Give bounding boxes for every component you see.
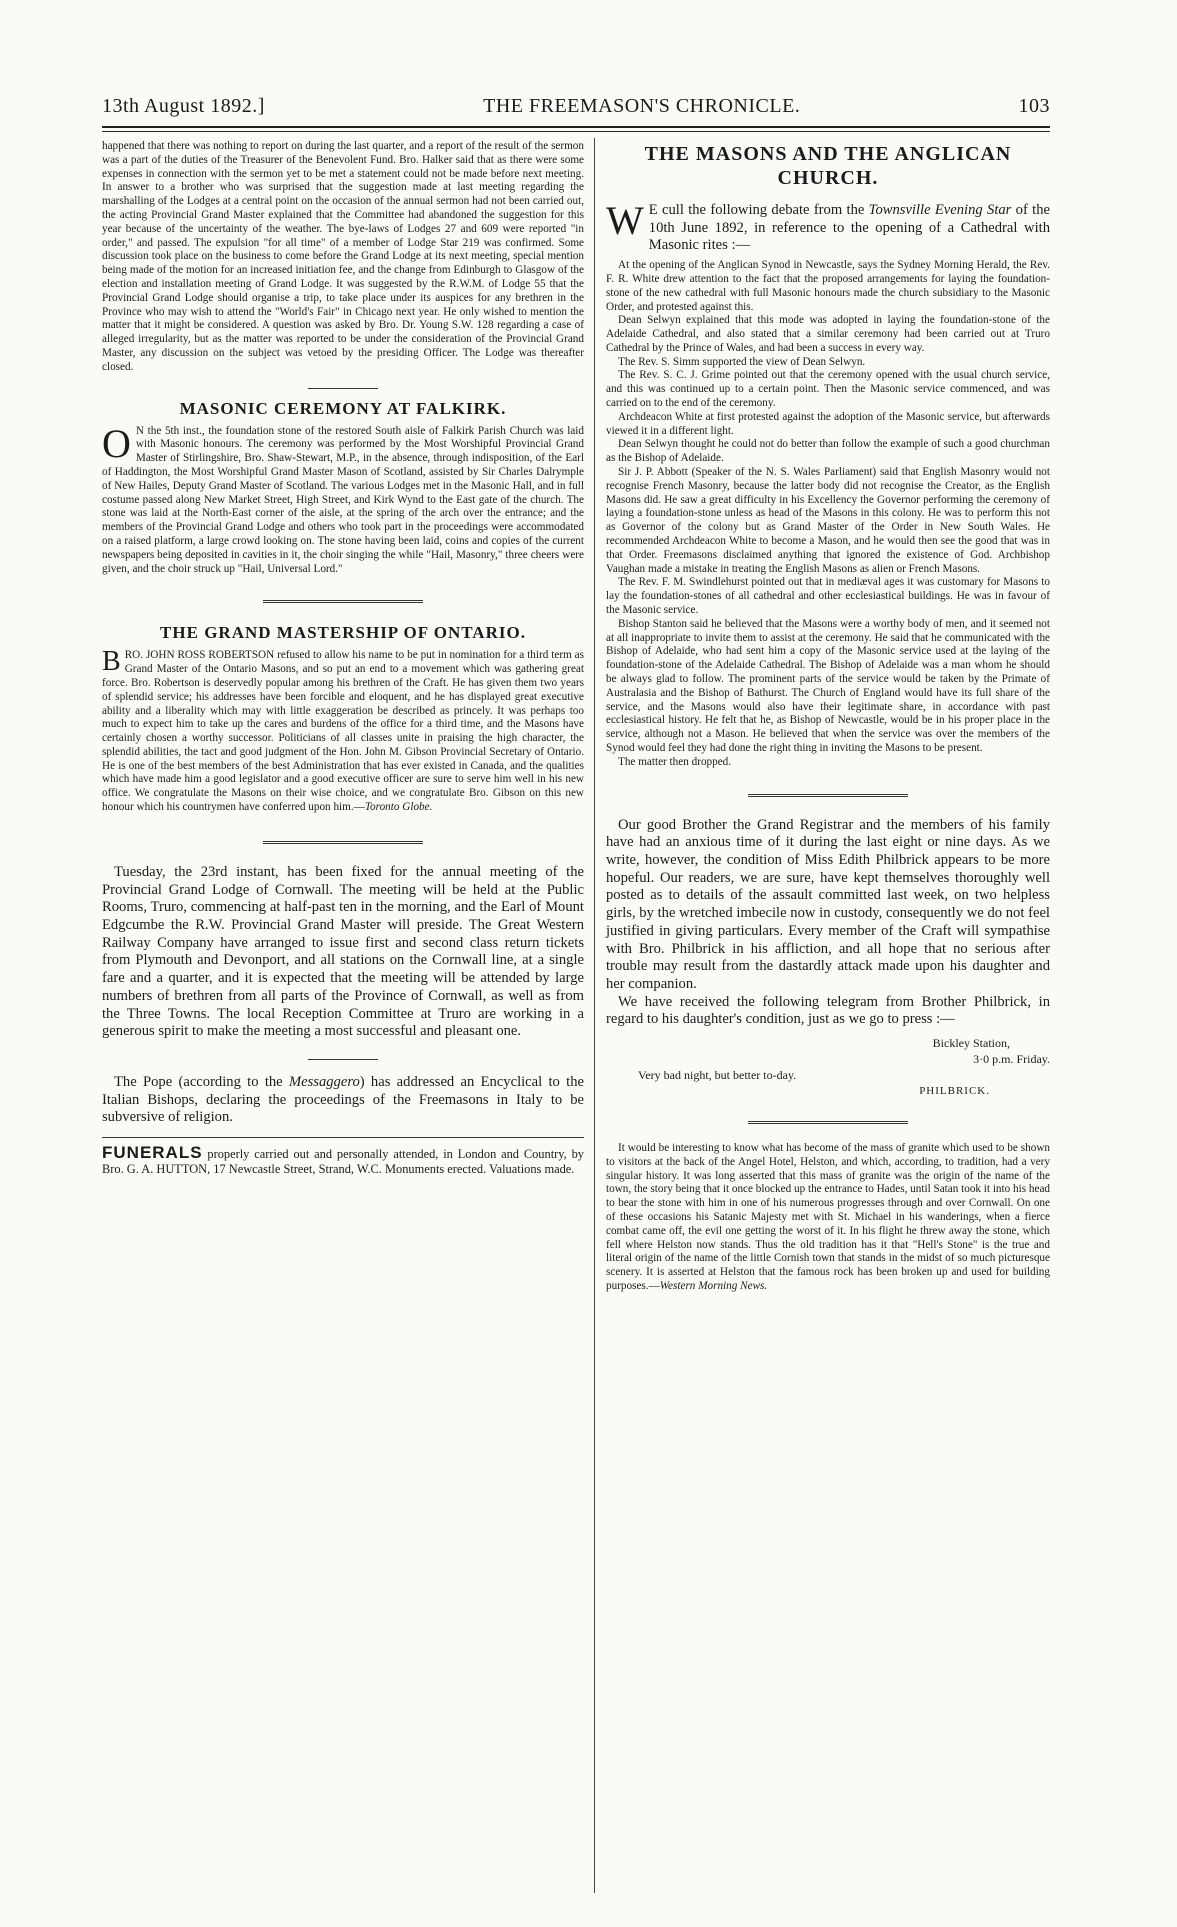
pope-text-a: The Pope (according to the <box>114 1073 289 1090</box>
section-double-rule <box>748 1121 908 1124</box>
falkirk-article <box>102 420 584 577</box>
anglican-heading <box>606 142 1050 190</box>
funerals-word: FUNERALS <box>102 1143 203 1163</box>
issue-date: 13th August 1892.] <box>102 95 265 117</box>
anglican-heading-line1: THE MASONS AND THE ANGLICAN <box>644 143 1012 165</box>
falkirk-heading: MASONIC CEREMONY AT FALKIRK. <box>179 398 507 418</box>
right-column <box>606 140 1050 1294</box>
cornwall-notice: Tuesday, the 23rd instant, has been fixed for the annual meeting of the Provincial Grand Lodge of Cornwall. The meeting will be held at the Public Rooms, Truro, commencing at half-past ten in the morning, and the Earl of Mount Edgcumbe the R.W. Provincial Grand Master will preside. The Great Western Railway Company have arranged to issue first and second class return tickets from Plymouth and Devonport, and all stations on the Cornwall line, at a single fare and a quarter, and it is expected that the meeting will be attended by large numbers of brethren from all parts of the Province of Cornwall, as well as from the Three Towns. The local Reception Committee at Truro are working in a generous spirit to make the meeting a most successful and pleasant one. <box>102 863 584 1040</box>
section-double-rule <box>748 794 908 797</box>
debate-paragraph: Sir J. P. Abbott (Speaker of the N. S. Wales Parliament) said that English Masonry would not recognise French Masonry, because the latter body did not recognise the Creator, as the English Masons did. He saw a great difficulty in his Excellency the Governor performing the ceremony of laying a foundation-stone unless as head of the Masons in this colony. He was to perform this not as Governor of the colony but as Grand Master of the Order in New South Wales. He recommended Archdeacon White to become a Mason, and he would then see the good that was in that Order. Freemasons disclaimed anything that ignored the existence of God. Archbishop Vaughan made a mistake in treating the English Masons as alien or French Masons. <box>606 466 1050 575</box>
left-column <box>102 140 584 1177</box>
telegram-intro: We have received the following telegram from Brother Philbrick, in regard to his daughter's condition, just as we go to press :— <box>606 993 1050 1028</box>
anglican-heading-line2: CHURCH. <box>777 167 879 189</box>
telegram <box>606 1035 1050 1099</box>
synod-debate <box>606 259 1050 769</box>
debate-paragraph: Bishop Stanton said he believed that the Masons were a worthy body of men, and it seemed not at all inappropriate to invite them to assist at the ceremony. He said that he communicated with the Bishop of Adelaide, who had sent him a copy of the Masonic service used at the laying of the foundation-stone of the Adelaide Cathedral. The Bishop of Adelaide was a man whom he should be always glad to follow. The prominent parts of the service would be taken by the Primate of Australasia and the Bishop of Bathurst. The Church of England would have its full share of the service, and the Masons would also have their legitimate share, in accordance with past ecclesiastical history. He felt that he, as Bishop of Newcastle, would be in his proper place in the service, although not a Mason. He believed that when the service was over the members of the Synod would feel they had done the right thing in inviting the Masons to be present. <box>606 617 1050 754</box>
falkirk-body: N the 5th inst., the foundation stone of the restored South aisle of Falkirk Parish Church was laid with Masonic honours. The ceremony was performed by the Most Worshipful Provincial Grand Master of Stirlingshire, Bro. Shaw-Stewart, M.P., in the absence, through indisposition, of the Earl of Haddington, the Most Worshipful Grand Master Mason of Scotland, assisted by Sir Charles Dalrymple of New Hailes, Deputy Grand Master of Scotland. The various Lodges met in the Masonic Hall, and in full costume passed along New Market Street, High Street, and Kirk Wynd to the East gate of the church. The stone was laid at the North-East corner of the aisle, at the spring of the arch over the entrance; and the members of the Provincial Grand Lodge and others who took part in the proceedings were accommodated on a raised platform, a large crowd looking on. The stone having been laid, coins and copies of the current newspapers being deposited in cavities in it, the choir singing the while "Hail, Masonry," three cheers were given, and the choir struck up "Hail, Universal Lord." <box>102 424 584 575</box>
debate-paragraph: The Rev. S. Simm supported the view of Dean Selwyn. <box>618 355 866 368</box>
section-rule <box>308 1059 378 1060</box>
ontario-heading: THE GRAND MASTERSHIP OF ONTARIO. <box>160 623 526 643</box>
debate-paragraph: Dean Selwyn thought he could not do better than follow the example of such a good churchman as the Bishop of Adelaide. <box>606 438 1050 465</box>
telegram-time: 3·0 p.m. Friday. <box>973 1052 1050 1067</box>
dropcap-letter: W <box>606 198 644 243</box>
philbrick-notice: Our good Brother the Grand Registrar and the members of his family have had an anxious time of it during the last eight or nine days. As we write, however, the condition of Miss Edith Philbrick appears to be more hopeful. Our readers, we are sure, have kept themselves thoroughly well posted as to details of the assault committed last week, on two helpless girls, by the wretched imbecile now in custody, consequently we do not feel justified in giving particulars. Every member of the Craft will sympathise with Bro. Philbrick in his affliction, and all hope that no serious after trouble may result from the dastardly attack made upon his daughter and her companion. <box>606 816 1050 992</box>
funerals-text: properly carried out and personally attended, in London and Country, by Bro. G. A. HUTTON, 17 Newcastle Street, Strand, W.C. Monuments erected. Valuations made. <box>102 1147 584 1176</box>
funerals-advert <box>102 1143 584 1177</box>
anglican-intro <box>606 198 1050 255</box>
debate-paragraph: The matter then dropped. <box>618 755 732 768</box>
pope-text-b: ) has addressed an Encyclical to the Italian Bishops, declaring the proceedings of the Freemasons in Italy to be subversive of religion. <box>102 1073 584 1126</box>
section-rule <box>308 388 378 389</box>
intro-text-a: E cull the following debate from the <box>648 202 869 218</box>
page-number: 103 <box>1018 95 1050 117</box>
header-rule-thin <box>102 131 1050 132</box>
debate-paragraph: Dean Selwyn explained that this mode was adopted in laying the foundation-stone of the Adelaide Cathedral, and also stated that a similar ceremony had been carried out at Truro Cathedral by the Prince of Wales, and had been a success in every way. <box>606 314 1050 354</box>
running-header <box>102 95 1050 125</box>
dropcap-letter: B <box>102 646 121 678</box>
ontario-article: BRO. JOHN ROSS ROBERTSON refused to allow his name to be put in nomination for a third term as Grand Master of the Ontario Masons, and so put an end to a movement which was gathering great force. Bro. Robertson is deservedly popular among his brethren of the Craft. He has given them two years of splendid service; his addresses have been forcible and eloquent, and he has displayed great executive ability and a liberality which may with little exaggeration be described as princely. It was perhaps too much to expect him to take up the cares and burdens of the office for a third time, and the Masons have certainly chosen a worthy successor. Politicians of all classes unite in praising the high character, the splendid abilities, the tact and good judgment of the Hon. John M. Gibson Provincial Secretary of Ontario. He is one of the best members of the best Administration that has ever existed in Canada, and the qualities which have made him a good legislator and a good executive officer are sure to serve him well in his new office. We congratulate the Masons on their wise choice, and we congratulate Bro. Gibson on this new honour which his countrymen have conferred upon him.—Toronto Globe. <box>102 646 584 814</box>
header-rule <box>102 126 1050 128</box>
telegram-place: Bickley Station, <box>932 1036 1010 1051</box>
masthead-title: THE FREEMASON'S CHRONICLE. <box>483 95 801 117</box>
lodge-report-continued: happened that there was nothing to report on during the last quarter, and a report of the result of the sermon was a part of the duties of the Treasurer of the Benevolent Fund. Bro. Halker said that as there were some expenses in connection with the sermon yet to be met a statement could not be made before next meeting. In answer to a brother who was surprised that the suggestion made at last meeting regarding the marshalling of the Lodges at a central point on the occasion of the annual sermon had not been carried out, the acting Provincial Grand Master explained that the Committee had abandoned the suggestion for this year because of the uncertainty of the weather. The bye-laws of Lodges 27 and 609 were reported "in order," and passed. The expulsion "for all time" of a member of Lodge Star 219 was confirmed. Some discussion took place on the business to come before the Grand Lodge at its next meeting, special mention being made of the motion for an increased initiation fee, and the change from Edinburgh to Glasgow of the election and installation meeting of Grand Lodge. It was suggested by the R.W.M. of Lodge 55 that the Provincial Grand Lodge should organise a trip, to take place under its auspices for any brethren in the Province who may wish to attend the "World's Fair" in Chicago next year. He only wished to mention the matter that it might be considered. A question was asked by Bro. Dr. Young S.W. 128 regarding a case of alleged irregularity, but as the matter was reported to be under the consideration of the Provincial Grand Master, any discussion on the subject was vetoed by the presiding Officer. The Lodge was thereafter closed. <box>102 140 584 373</box>
ontario-source: Toronto Globe. <box>364 801 433 814</box>
section-double-rule <box>263 600 423 603</box>
intro-text-b: of the 10th June 1892, in reference to the opening of a Cathedral with Masonic rites :— <box>648 202 1050 254</box>
ontario-body: RO. JOHN ROSS ROBERTSON refused to allow his name to be put in nomination for a third term as Grand Master of the Ontario Masons, and so put an end to a movement which was gathering great force. Bro. Robertson is deservedly popular among his brethren of the Craft. He has given them two years of splendid service; his addresses have been forcible and eloquent, and he has displayed great executive ability and a liberality which may with little exaggeration be described as princely. It was perhaps too much to expect him to take up the cares and burdens of the office for a third time, and the Masons have certainly chosen a worthy successor. Politicians of all classes unite in praising the high character, the splendid abilities, the tact and good judgment of the Hon. John M. Gibson Provincial Secretary of Ontario. He is one of the best members of the best Administration that has ever existed in Canada, and the qualities which have made him a good legislator and a good executive officer are sure to serve him well in his new office. We congratulate the Masons on their wise choice, and we congratulate Bro. Gibson on this new honour which his countrymen have conferred upon him. <box>102 649 584 814</box>
granite-source: Western Morning News. <box>659 1280 768 1292</box>
pope-paper: Messaggero <box>288 1073 360 1090</box>
debate-paragraph: At the opening of the Anglican Synod in Newcastle, says the Sydney Morning Herald, the Rev. F. R. White drew attention to the fact that the proposed arrangements for laying the foundation-stone of the new cathedral with full Masonic honours made the church subsidiary to the Masonic Order, and protested against this. <box>606 259 1050 313</box>
section-double-rule <box>263 841 423 844</box>
debate-paragraph: The Rev. F. M. Swindlehurst pointed out that in mediæval ages it was customary for Masons to lay the foundation-stones of all cathedral and other ecclesiastical buildings. He was in favour of the Masonic service. <box>606 576 1050 617</box>
dropcap-letter: O <box>102 420 131 466</box>
intro-paper: Townsville Evening Star <box>868 202 1012 218</box>
pope-notice <box>102 1074 584 1127</box>
advert-rule <box>102 1137 584 1138</box>
column-divider <box>594 138 595 1893</box>
telegram-message: Very bad night, but better to-day. <box>638 1068 797 1083</box>
granite-notice <box>606 1142 1050 1294</box>
debate-paragraph: The Rev. S. C. J. Grime pointed out that the ceremony opened with the usual church service, and this was continued up to a certain point. Then the Masonic service commenced, and was carried on to the end of the ceremony. <box>606 369 1050 410</box>
granite-text: It would be interesting to know what has become of the mass of granite which used to be shown to visitors at the back of the Angel Hotel, Helston, and which, according, to tradition, had a very singular history. It was long asserted that this mass of granite was the origin of the name of the town, the story being that it once blocked up the entrance to Hades, until Satan took it into his head to bear the stone with him in one of his numerous progresses through and over Cornwall. On one of these occasions his Satanic Majesty met with St. Michael in his wanderings, when a fierce combat came off, the evil one getting the worst of it. In his flight he threw away the stone, which fell where Helston now stands. Thus the old tradition has it that "Hell's Stone" is the true and literal origin of the name of the little Cornish town that stands in the midst of so much picturesque scenery. It is asserted at Helston that the famous rock has been broken up and used for building purposes.— <box>606 1142 1050 1292</box>
debate-paragraph: Archdeacon White at first protested against the adoption of the Masonic service, but afterwards viewed it in a different light. <box>606 410 1050 437</box>
telegram-signature: PHILBRICK. <box>919 1085 990 1098</box>
